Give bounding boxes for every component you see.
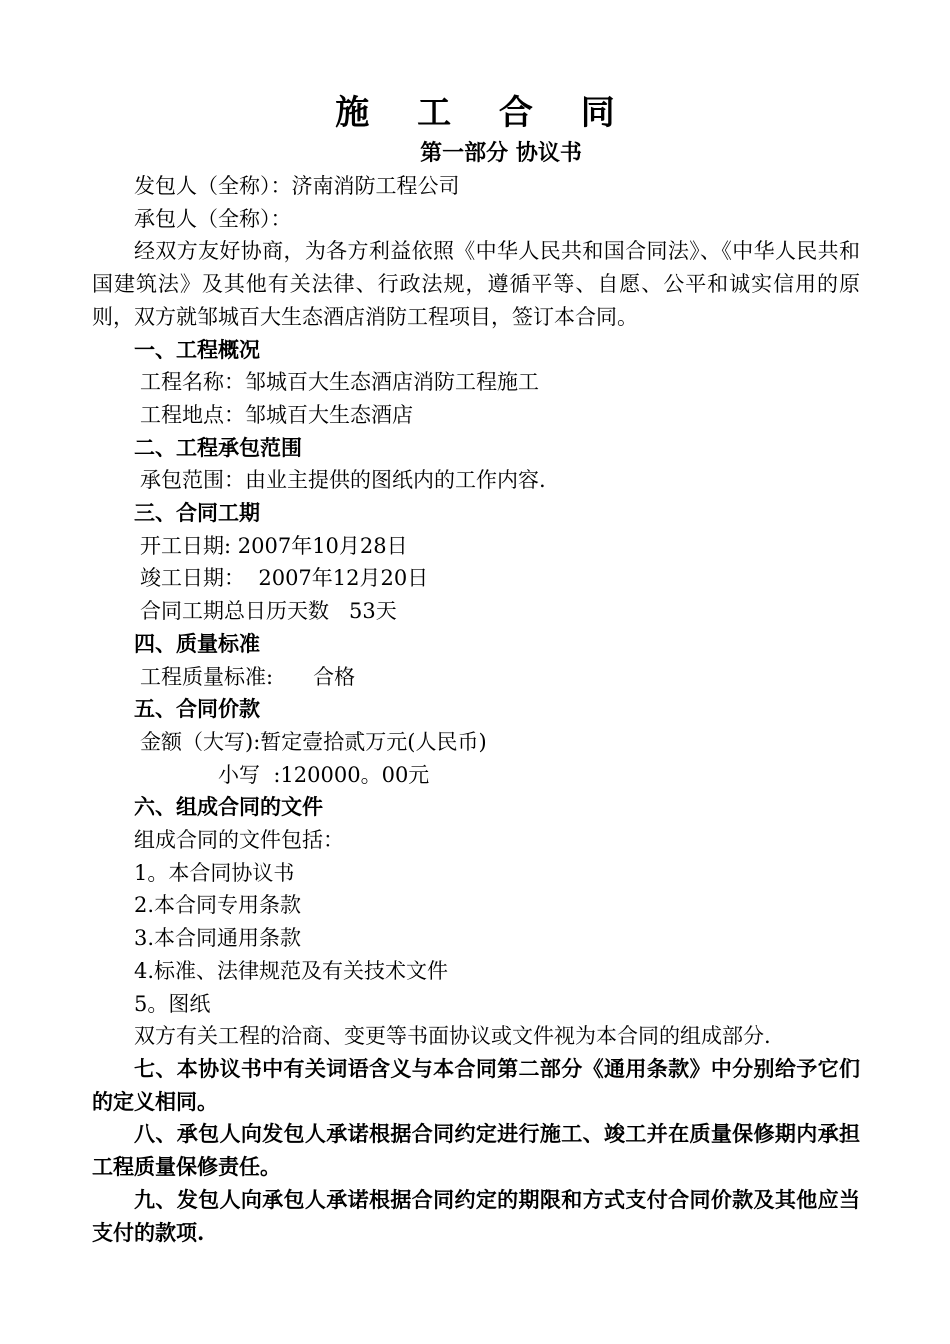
page-subtitle: 第一部分 协议书 [420,140,582,166]
party-a-line: 发包人（全称）：济南消防工程公司 [134,174,460,198]
section-6-heading: 六、组成合同的文件 [134,794,323,820]
section-9-paragraph: 九、发包人向承包人承诺根据合同约定的期限和方式支付合同价款及其他应当支付的款项. [92,1186,860,1245]
document-list-item: 1。本合同协议书 [134,860,295,885]
end-date-line: 竣工日期： 2007年12月20日 [140,566,429,591]
intro-paragraph: 经双方友好协商，为各方利益依照《中华人民共和国合同法》、《中华人民共和国建筑法》及其他有关法律、行政法规，遵循平等、自愿、公平和诚实信用的原则，双方就邹城百大生态酒店消防工程项目，签订本合同。 [92,239,860,329]
document-list-item: 5。图纸 [134,991,211,1016]
amount-words-line: 金额（大写):暂定壹拾贰万元(人民币) [140,729,487,754]
document-list-item: 4.标准、法律规范及有关技术文件 [134,958,449,983]
scope-line: 承包范围：由业主提供的图纸内的工作内容. [140,468,546,493]
section-2-heading: 二、工程承包范围 [134,434,302,460]
project-name-line: 工程名称：邹城百大生态酒店消防工程施工 [140,370,539,395]
document-list-item: 3.本合同通用条款 [134,926,302,951]
section-7-paragraph: 七、本协议书中有关词语含义与本合同第二部分《通用条款》中分别给予它们的定义相同。 [92,1055,860,1114]
amount-figures-line: 小写 :120000。00元 [218,762,430,787]
start-date-line: 开工日期: 2007年10月28日 [140,533,408,558]
document-body [92,170,860,1249]
section-3-heading: 三、合同工期 [134,500,260,526]
total-days-line: 合同工期总日历天数 53天 [140,599,397,624]
section-8-paragraph: 八、承包人向发包人承诺根据合同约定进行施工、竣工并在质量保修期内承担工程质量保修责任。 [92,1121,860,1180]
document-list-item: 2.本合同专用条款 [134,893,302,918]
documents-intro-line: 组成合同的文件包括： [134,828,344,853]
section-5-heading: 五、合同价款 [134,696,260,722]
documents-note-line: 双方有关工程的洽商、变更等书面协议或文件视为本合同的组成部分. [134,1024,771,1049]
page-title: 施 工 合 同 [335,93,633,133]
quality-standard-line: 工程质量标准: 合格 [140,664,356,689]
project-location-line: 工程地点：邹城百大生态酒店 [140,402,413,427]
party-b-line: 承包人（全称）： [134,206,292,231]
section-4-heading: 四、质量标准 [134,630,260,656]
section-1-heading: 一、工程概况 [134,336,260,362]
